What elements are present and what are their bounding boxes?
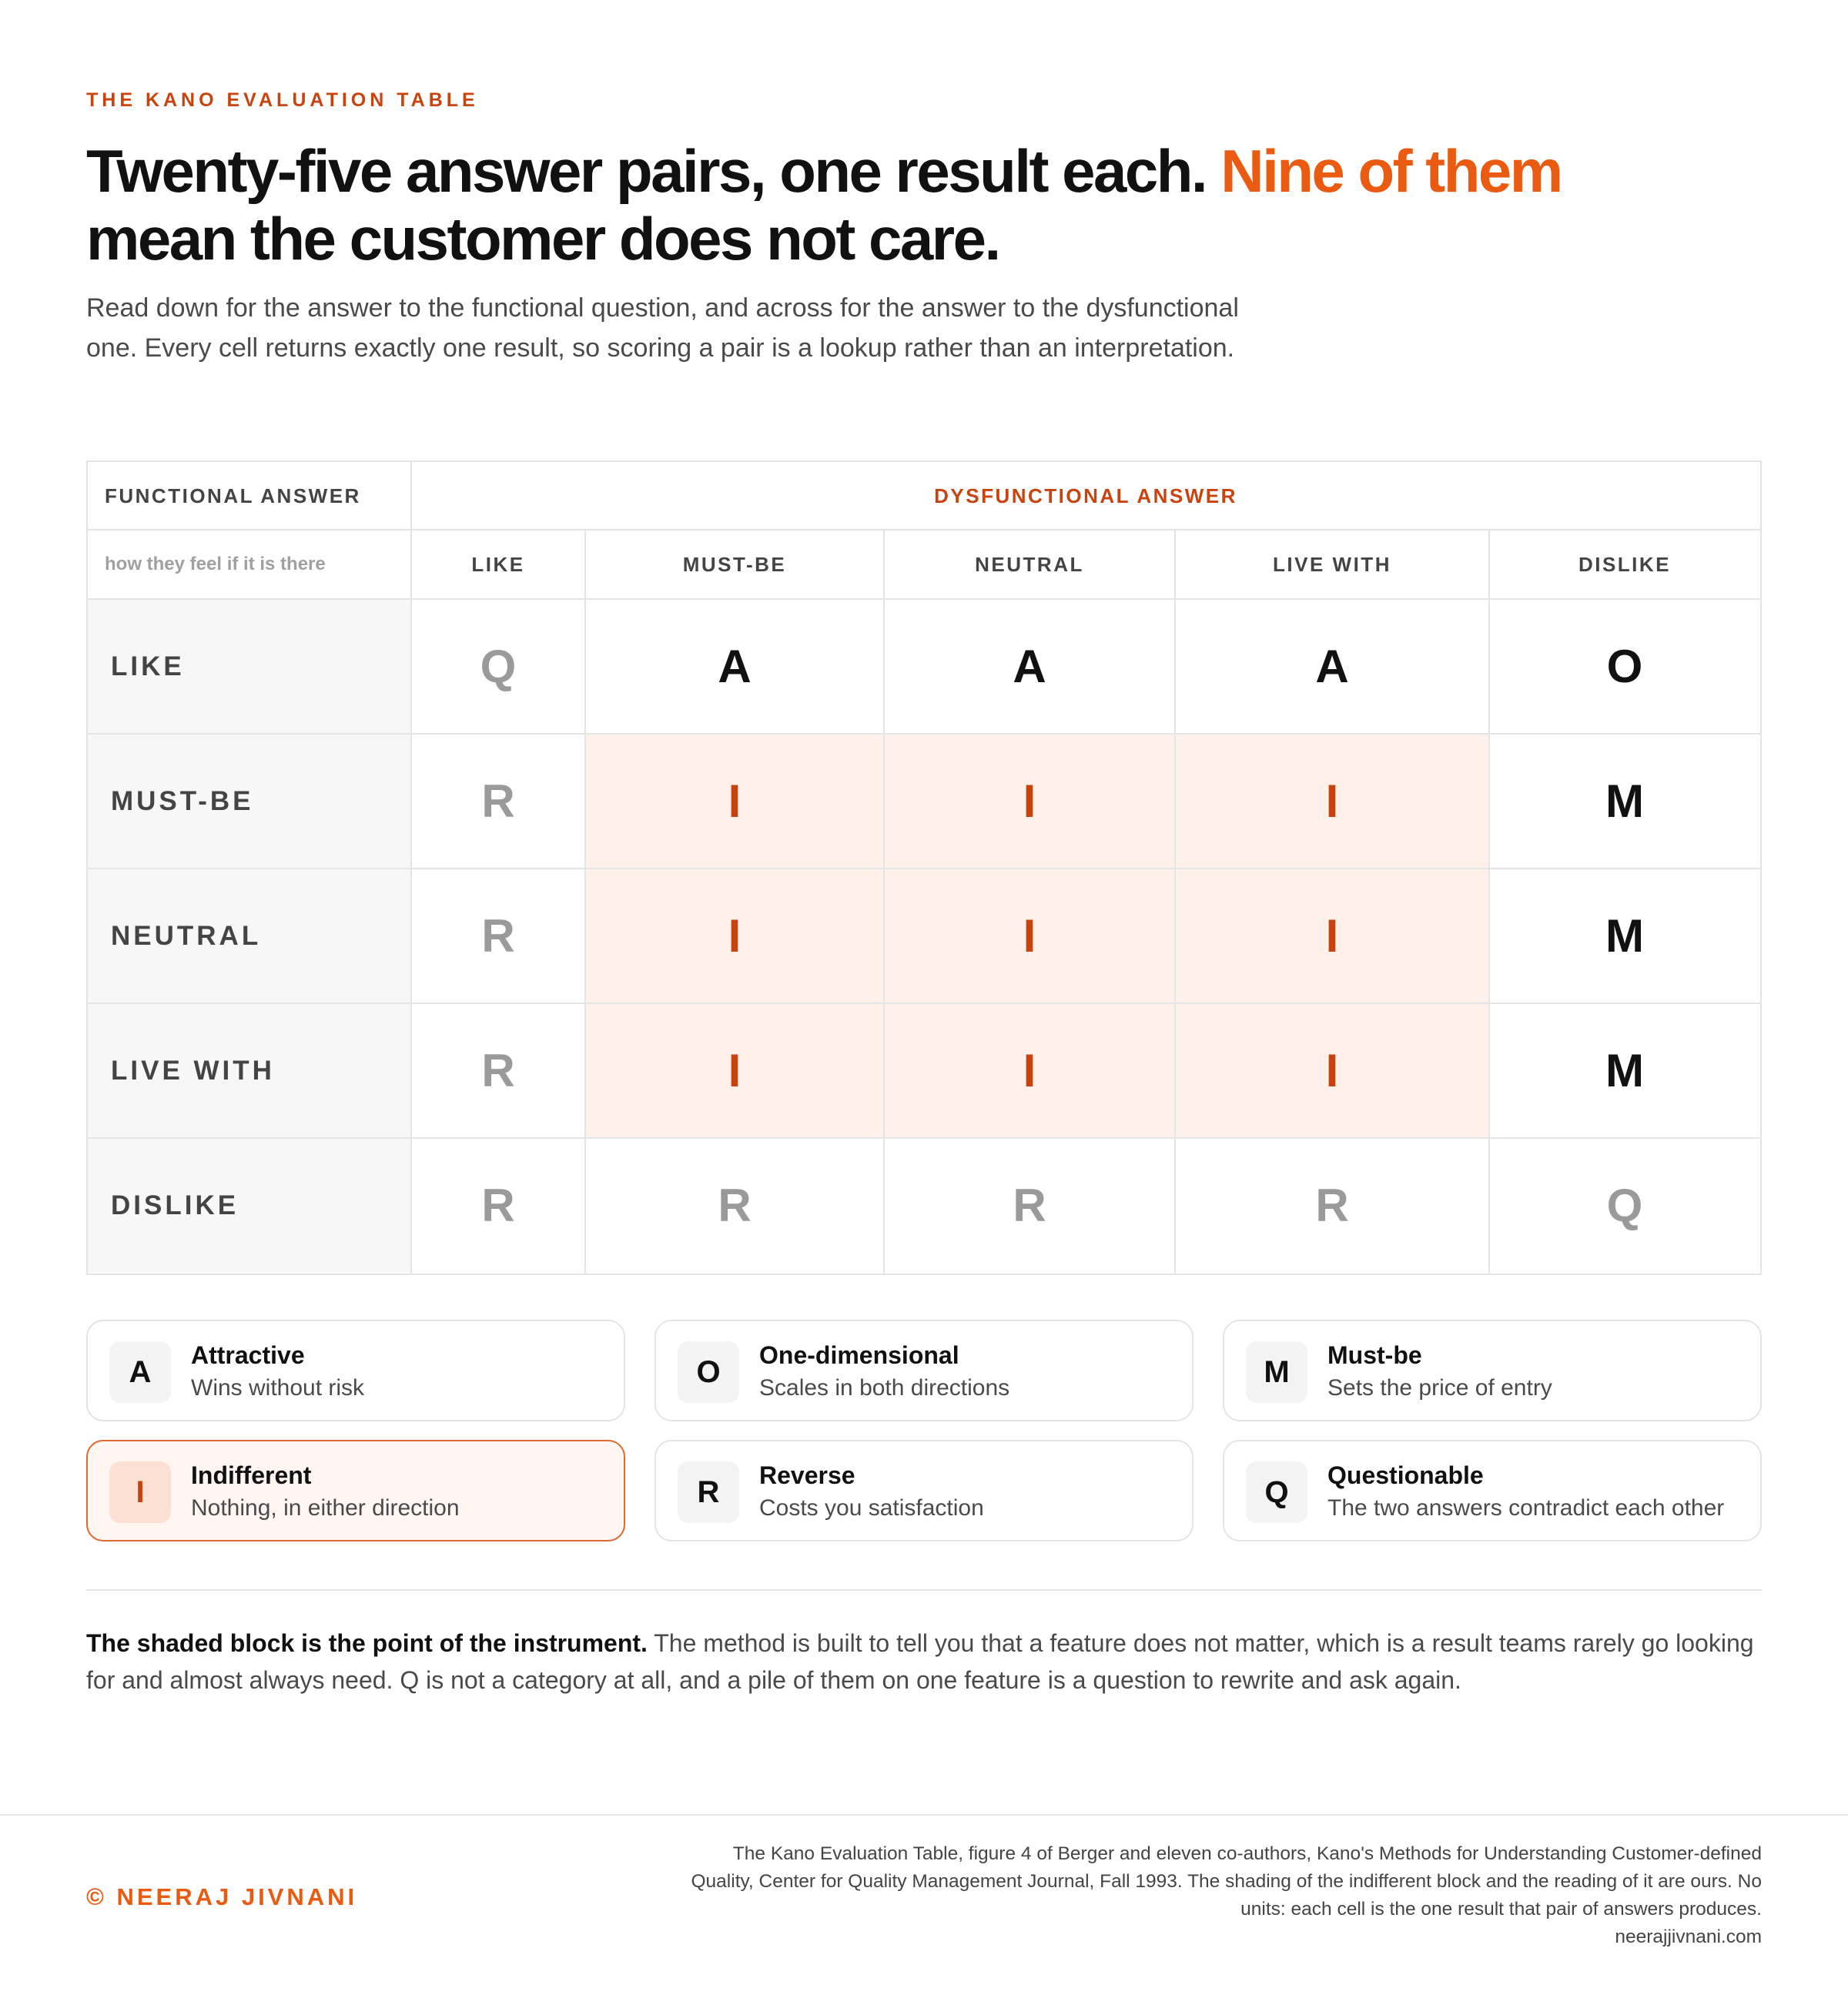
legend-name: Attractive [191,1341,305,1369]
takeaway [86,1625,1773,1699]
takeaway-lead: The shaded block is the point of the instrument. [86,1629,648,1657]
grid-line [1174,530,1176,1274]
legend-item-questionable [1223,1440,1762,1541]
row-header: LIKE [88,599,411,734]
result-cell: A [1315,641,1349,692]
legend-description: Sets the price of entry [1327,1375,1552,1401]
grid-line [88,598,1760,600]
result-cell: I [585,1003,884,1138]
legend-name: Must-be [1327,1341,1422,1369]
row-header: LIVE WITH [88,1003,411,1138]
result-cell: R [718,1180,752,1231]
result-cell: I [1175,869,1489,1003]
result-cell: Q [480,641,517,692]
legend-name: Reverse [759,1461,855,1489]
source-url: neerajjivnani.com [1615,1926,1762,1947]
legend-description: Wins without risk [191,1375,365,1401]
grid-line [88,733,1760,735]
grid-line [88,868,1760,869]
grid-line [88,529,1760,531]
divider [86,1589,1762,1591]
legend-name: Questionable [1327,1461,1484,1489]
evaluation-table [86,460,1762,1275]
headline-main: Twenty-five answer pairs, one result each. [86,137,1207,205]
footer-divider [0,1814,1848,1816]
grid-line [584,530,586,1274]
grid-line [410,462,412,1274]
result-cell: M [1605,775,1644,827]
result-cell: A [718,641,752,692]
legend-description: Scales in both directions [759,1375,1010,1401]
grid-line [88,1137,1760,1139]
result-cell: I [1175,734,1489,869]
result-cell: R [1315,1180,1349,1231]
result-cell: M [1605,910,1644,962]
grid-line [1488,530,1490,1274]
column-header: LIVE WITH [1273,552,1391,576]
legend-code-badge: M [1246,1341,1307,1403]
column-header: MUST-BE [682,552,787,576]
result-cell: O [1606,641,1643,692]
legend-name: One-dimensional [759,1341,959,1369]
column-header: DISLIKE [1578,552,1672,576]
legend-item-attractive [86,1320,625,1421]
source-note [678,1840,1762,1951]
legend-item-one-dimensional [654,1320,1194,1421]
result-cell: R [481,1180,515,1231]
legend-item-indifferent [86,1440,625,1541]
headline-tail: mean the customer does not care. [86,205,999,273]
result-cell: Q [1606,1180,1643,1231]
row-header: NEUTRAL [88,869,411,1003]
headline-accent: Nine of them [1220,137,1562,205]
legend-description: The two answers contradict each other [1327,1495,1725,1521]
result-cell: I [585,869,884,1003]
copyright: © NEERAJ JIVNANI [86,1883,358,1910]
grid-line [88,1002,1760,1004]
result-cell: I [884,869,1175,1003]
legend-code-badge: R [678,1461,739,1523]
legend-code-badge: A [109,1341,171,1403]
result-cell: I [884,734,1175,869]
eyebrow: THE KANO EVALUATION TABLE [86,89,479,111]
lede: Read down for the answer to the functional question, and across for the answer to the dysfunctional one. Every cell returns exactly one result, so scoring a pair is a lookup rather than an interpretation. [86,293,1239,363]
result-cell: R [481,910,515,962]
result-cell: R [481,775,515,827]
result-cell: I [1175,1003,1489,1138]
result-cell: I [884,1003,1175,1138]
dysfunctional-answer-header: DYSFUNCTIONAL ANSWER [934,484,1237,507]
legend-description: Costs you satisfaction [759,1495,984,1521]
functional-answer-subheader: how they feel if it is there [105,554,326,574]
legend-item-reverse [654,1440,1194,1541]
column-header: LIKE [471,552,525,576]
grid-line [883,530,885,1274]
legend-item-must-be [1223,1320,1762,1421]
takeaway-body: The method is built to tell you that a feature does not matter, which is a result teams rarely go looking for and almost always need. Q is not a category at all, and a pile of them on one feature is a question to rewrite and ask again. [86,1629,1754,1694]
column-header: NEUTRAL [975,552,1084,576]
legend-description: Nothing, in either direction [191,1495,460,1521]
result-cell: A [1013,641,1046,692]
result-cell: R [481,1045,515,1096]
headline [86,137,1780,273]
legend-name: Indifferent [191,1461,312,1489]
source-text: The Kano Evaluation Table, figure 4 of Berger and eleven co-authors, Kano's Methods for Understanding Customer-defined Quality, Center for Quality Management Journal, Fall 1993. The shading of the indifferent block and the reading of it are ours. No units: each cell is the one result that pair of answers produces. [691,1843,1762,1920]
result-cell: I [585,734,884,869]
legend-code-badge: O [678,1341,739,1403]
legend-code-badge: Q [1246,1461,1307,1523]
row-header: DISLIKE [88,1138,411,1273]
result-cell: M [1605,1045,1644,1096]
row-header: MUST-BE [88,734,411,869]
result-cell: R [1013,1180,1046,1231]
functional-answer-header: FUNCTIONAL ANSWER [105,484,361,507]
legend-code-badge: I [109,1461,171,1523]
